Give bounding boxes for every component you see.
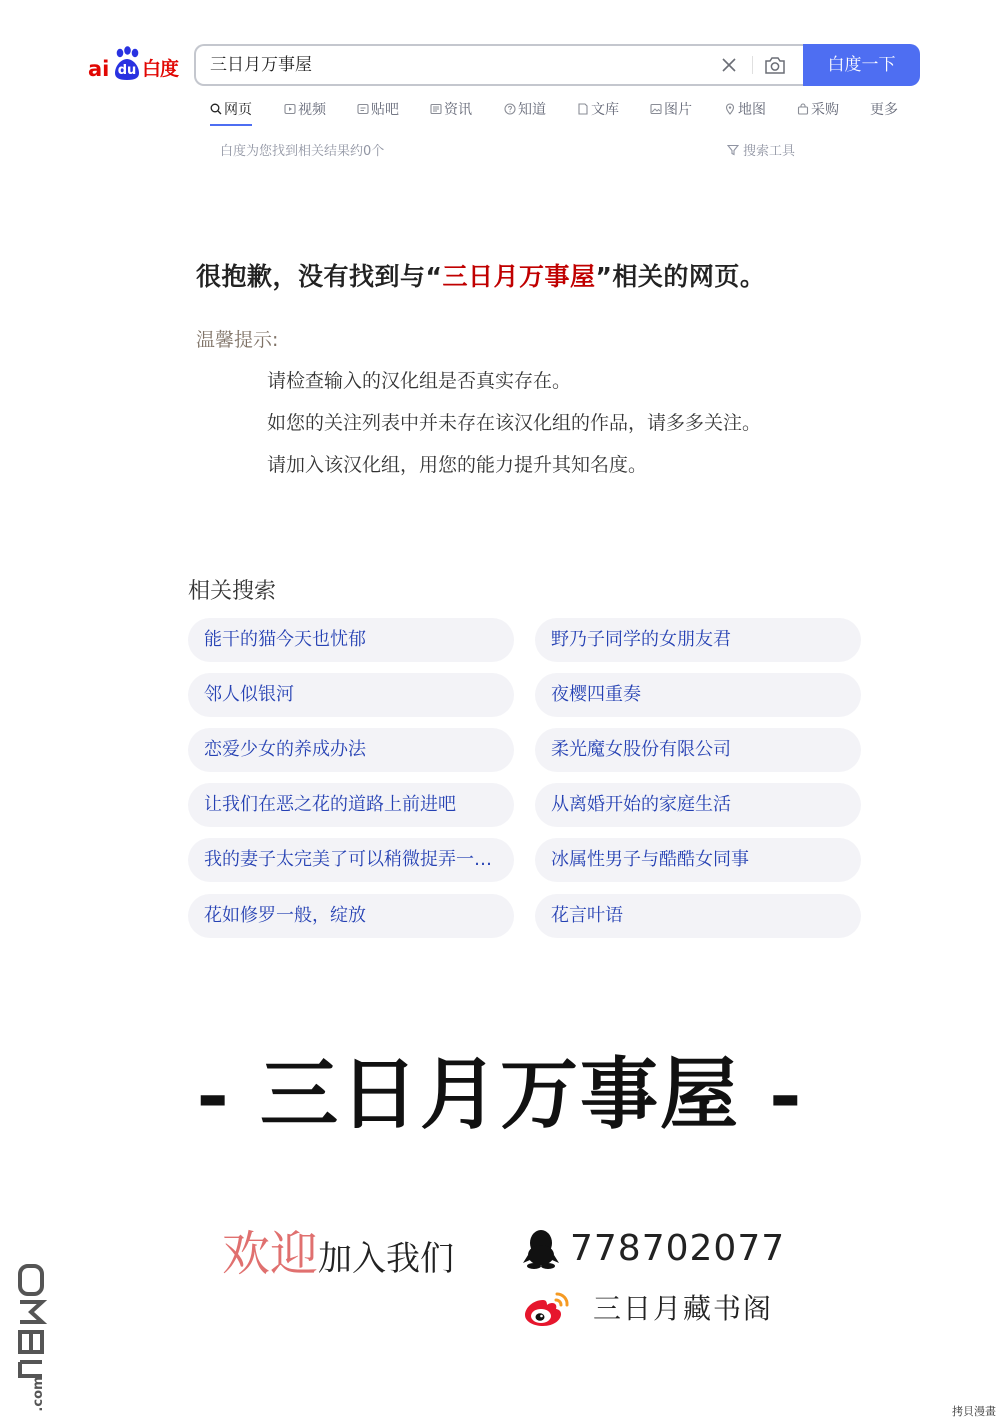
document-icon [577, 103, 589, 115]
tab-image[interactable] [650, 100, 692, 128]
related-link[interactable]: 野乃子同学的女朋友君 [535, 618, 861, 662]
related-link[interactable]: 能干的猫今天也忧郁 [188, 618, 514, 662]
related-link[interactable]: 邻人似银河 [188, 673, 514, 717]
map-icon [724, 103, 736, 115]
no-result-prefix: 很抱歉，没有找到与“ [196, 262, 443, 291]
camera-icon[interactable] [764, 55, 786, 75]
tab-label: 资讯 [444, 102, 472, 118]
no-result-keyword: 三日月万事屋 [442, 262, 596, 291]
related-link[interactable]: 花言叶语 [535, 894, 861, 938]
tip-item: 如您的关注列表中并未存在该汉化组的作品，请多多关注。 [267, 412, 762, 434]
related-link[interactable]: 让我们在恶之花的道路上前进吧 [188, 783, 514, 827]
tab-news[interactable] [430, 100, 472, 128]
tab-label: 地图 [738, 102, 766, 118]
related-link[interactable]: 柔光魔女股份有限公司 [535, 728, 861, 772]
related-link[interactable]: 夜樱四重奏 [535, 673, 861, 717]
tab-label: 采购 [811, 102, 839, 118]
question-icon [504, 103, 516, 115]
news-icon [430, 103, 442, 115]
tab-label: 图片 [664, 102, 692, 118]
result-count: 白度为您找到相关结果约0个 [220, 144, 385, 159]
search-button[interactable]: 白度一下 [803, 44, 920, 86]
related-link[interactable]: 冰属性男子与酷酷女同事 [535, 838, 861, 882]
related-link[interactable]: 我的妻子太完美了可以稍微捉弄一… [188, 838, 514, 882]
copy-manga-watermark: 拷貝漫畫 [952, 1405, 996, 1418]
related-title: 相关搜索 [188, 579, 277, 604]
tab-map[interactable] [724, 100, 766, 128]
welcome-red-text: 欢迎 [222, 1226, 319, 1282]
shop-icon [797, 103, 809, 115]
tip-item: 请检查输入的汉化组是否真实存在。 [267, 370, 572, 392]
tab-webpage[interactable] [210, 100, 252, 128]
search-icon [210, 103, 222, 115]
related-link[interactable]: 从离婚开始的家庭生活 [535, 783, 861, 827]
qq-penguin-icon [523, 1229, 559, 1269]
tab-zhidao[interactable] [504, 100, 546, 128]
divider [752, 56, 753, 74]
tab-label: 知道 [518, 102, 546, 118]
dmzj-watermark-logo [14, 1262, 58, 1412]
tab-tieba[interactable] [357, 100, 399, 128]
search-tools[interactable] [727, 140, 795, 159]
weibo-name: 三日月藏书阁 [593, 1292, 774, 1325]
baidu-logo[interactable] [88, 46, 180, 84]
qq-number: 778702077 [570, 1228, 786, 1269]
search-tools-label: 搜索工具 [743, 144, 796, 159]
no-result-suffix: ”相关的网页。 [595, 262, 766, 291]
tieba-icon [357, 103, 369, 115]
video-icon [284, 103, 296, 115]
tab-wenku[interactable] [577, 100, 619, 128]
welcome-text [222, 1215, 454, 1297]
related-link[interactable]: 恋爱少女的养成办法 [188, 728, 514, 772]
tab-video[interactable] [284, 100, 326, 128]
related-link[interactable]: 花如修罗一般，绽放 [188, 894, 514, 938]
close-icon[interactable] [720, 56, 738, 74]
tab-label: 视频 [298, 102, 326, 118]
tip-title: 温馨提示: [196, 329, 279, 351]
tab-label: 文库 [591, 102, 619, 118]
tab-shopping[interactable] [797, 100, 839, 128]
logo-name-text: 白度 [142, 58, 179, 80]
welcome-join-text: 加入我们 [318, 1239, 455, 1279]
tab-label: 更多 [870, 102, 898, 118]
tip-item: 请加入该汉化组，用您的能力提升其知名度。 [267, 454, 648, 476]
logo-ai-text: ai [88, 57, 110, 81]
tab-label: 网页 [224, 102, 252, 118]
search-input[interactable] [210, 55, 690, 75]
group-name-title: - 三日月万事屋 - [196, 1049, 804, 1140]
filter-icon [727, 144, 739, 156]
weibo-icon [523, 1288, 571, 1328]
search-box [194, 44, 805, 86]
tab-more[interactable] [870, 100, 898, 128]
svg-text:.com: .com [31, 1376, 46, 1412]
no-result-message [196, 260, 765, 294]
logo-du-text: du [117, 63, 137, 78]
image-icon [650, 103, 662, 115]
tab-label: 贴吧 [371, 102, 399, 118]
